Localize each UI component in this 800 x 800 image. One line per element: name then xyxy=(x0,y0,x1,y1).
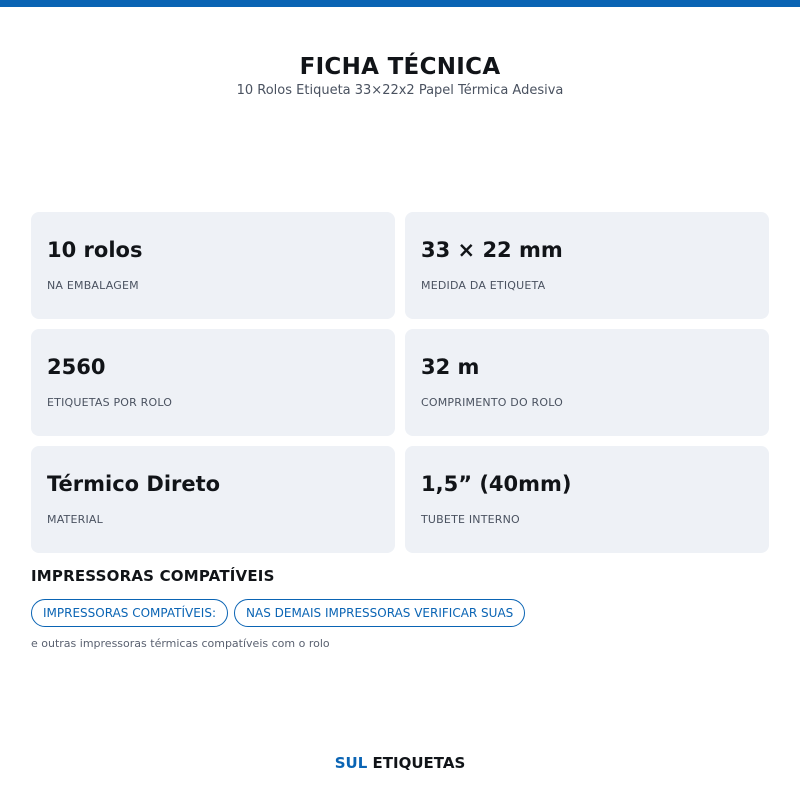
spec-value: 1,5” (40mm) xyxy=(421,472,572,496)
spec-value: 10 rolos xyxy=(47,238,143,262)
spec-value: 2560 xyxy=(47,355,106,379)
spec-label: COMPRIMENTO DO ROLO xyxy=(421,396,564,409)
spec-label: TUBETE INTERNO xyxy=(421,513,520,526)
spec-value: 32 m xyxy=(421,355,480,379)
page-title: FICHA TÉCNICA xyxy=(299,54,501,80)
top-accent-bar xyxy=(0,0,800,7)
spec-grid xyxy=(31,212,769,553)
spec-card-rolls xyxy=(31,212,395,319)
spec-card-labels-per-roll xyxy=(31,329,395,436)
page-subtitle: 10 Rolos Etiqueta 33×22x2 Papel Térmica Adesiva xyxy=(236,83,564,98)
spec-label: MATERIAL xyxy=(47,513,103,526)
printers-section-title: IMPRESSORAS COMPATÍVEIS xyxy=(31,567,275,585)
spec-card-core xyxy=(405,446,769,553)
brand-rest: ETIQUETAS xyxy=(372,754,466,772)
spec-label: NA EMBALAGEM xyxy=(47,279,139,292)
printer-chip-list xyxy=(31,599,525,627)
printer-chip[interactable]: NAS DEMAIS IMPRESSORAS VERIFICAR SUAS xyxy=(234,599,525,627)
spec-card-size xyxy=(405,212,769,319)
spec-label: MEDIDA DA ETIQUETA xyxy=(421,279,546,292)
spec-card-roll-length xyxy=(405,329,769,436)
spec-label: ETIQUETAS POR ROLO xyxy=(47,396,173,409)
spec-value: Térmico Direto xyxy=(47,472,221,496)
brand-logo xyxy=(0,754,800,772)
spec-card-material xyxy=(31,446,395,553)
printers-note: e outras impressoras térmicas compatíveis com o rolo xyxy=(31,637,330,650)
brand-accent: SUL xyxy=(334,754,368,772)
printer-chip[interactable]: IMPRESSORAS COMPATÍVEIS: xyxy=(31,599,228,627)
spec-value: 33 × 22 mm xyxy=(421,238,563,262)
